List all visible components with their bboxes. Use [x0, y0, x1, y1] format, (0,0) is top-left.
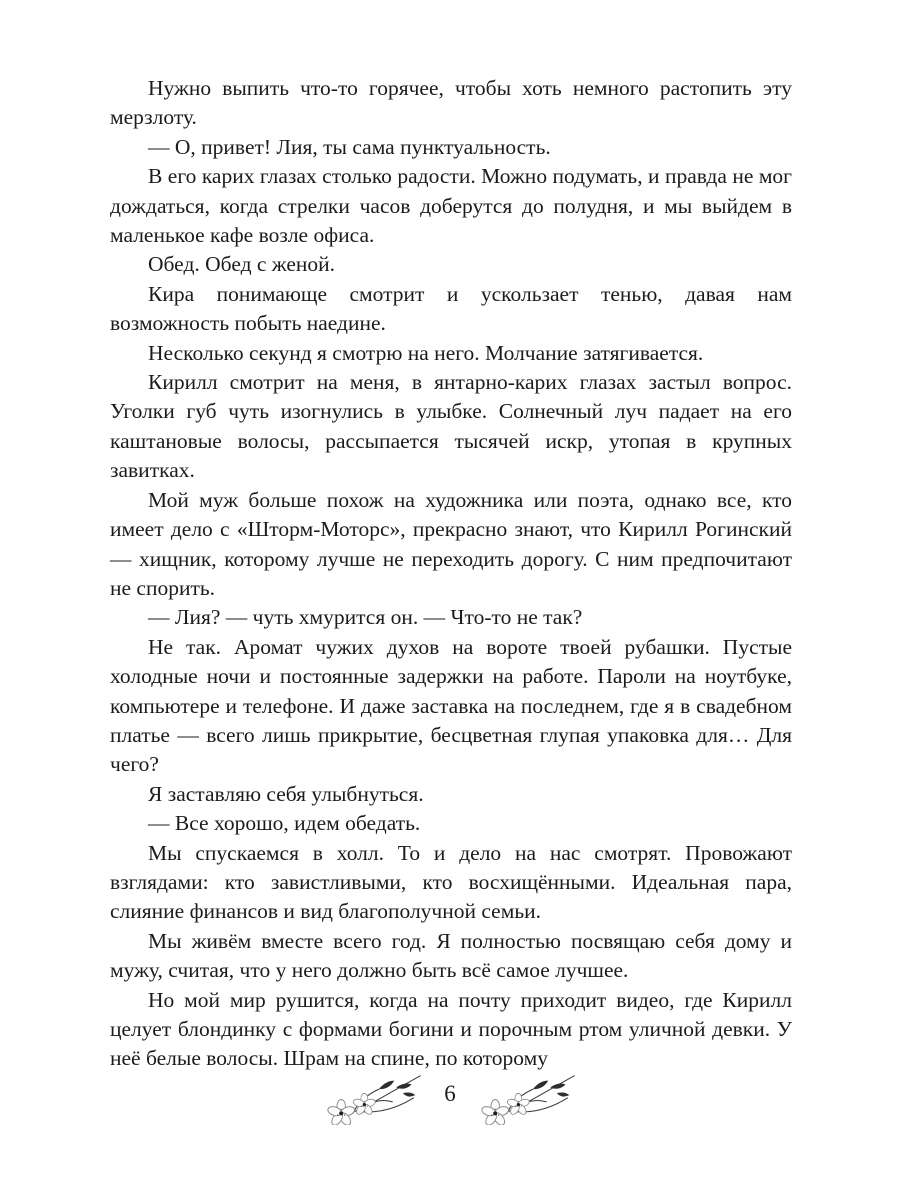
paragraph: Обед. Обед с женой. [148, 252, 336, 277]
paragraph: В его карих глазах столько радости. Можно подумать, и правда не мог дождаться, когда стрелки часов доберутся до полудня, и мы выйдем в маленькое кафе возле офиса. [110, 164, 792, 248]
paragraph: Мы живём вместе всего год. Я полностью посвящаю себя дому и мужу, считая, что у него должно быть всё самое лучшее. [110, 928, 792, 983]
paragraph: — Все хорошо, идем обедать. [148, 811, 421, 836]
page-number: 6 [444, 1080, 456, 1106]
page-footer [0, 1068, 900, 1125]
paragraph: Кирилл смотрит на меня, в янтарно-карих глазах застыл вопрос. Уголки губ чуть изогнулись в улыбке. Солнечный луч падает на его каштановые волосы, рассыпается тысячей искр, утопая в крупных завитках. [110, 370, 792, 483]
floral-ornament-right-icon [474, 1068, 580, 1125]
paragraph: — Лия? — чуть хмурится он. — Что-то не так? [148, 605, 583, 630]
paragraph: Я заставляю себя улыбнуться. [148, 781, 424, 806]
paragraph: Кира понимающе смотрит и ускользает тенью, давая нам возможность побыть наедине. [110, 281, 792, 336]
page-text [110, 74, 792, 1074]
paragraph: Нужно выпить что-то горячее, чтобы хоть немного растопить эту мерзлоту. [110, 76, 792, 130]
paragraph: Но мой мир рушится, когда на почту приходит видео, где Кирилл целует блондинку с формами богини и порочным ртом уличной девки. У неё белые волосы. Шрам на спине, по которому [110, 987, 792, 1071]
paragraph: Мой муж больше похож на художника или поэта, однако все, кто имеет дело с «Шторм-Моторс», прекрасно знают, что Кирилл Рогинский — хищник, которому лучше не переходить дорогу. С ним предпочитают не спорить. [110, 487, 792, 600]
paragraph: — О, привет! Лия, ты сама пунктуальность. [148, 134, 551, 159]
paragraph: Мы спускаемся в холл. То и дело на нас смотрят. Провожают взглядами: кто завистливыми, кто восхищёнными. Идеальная пара, слияние финансов и вид благополучной семьи. [110, 840, 792, 924]
paragraph: Не так. Аромат чужих духов на вороте твоей рубашки. Пустые холодные ночи и постоянные задержки на работе. Пароли на ноутбуке, компьютере и телефоне. И даже заставка на последнем, где я в свадебном платье — всего лишь прикрытие, бесцветная глупая упаковка для… Для чего? [110, 634, 792, 777]
floral-ornament-left-icon [320, 1068, 426, 1125]
paragraph: Несколько секунд я смотрю на него. Молчание затягивается. [148, 340, 704, 365]
